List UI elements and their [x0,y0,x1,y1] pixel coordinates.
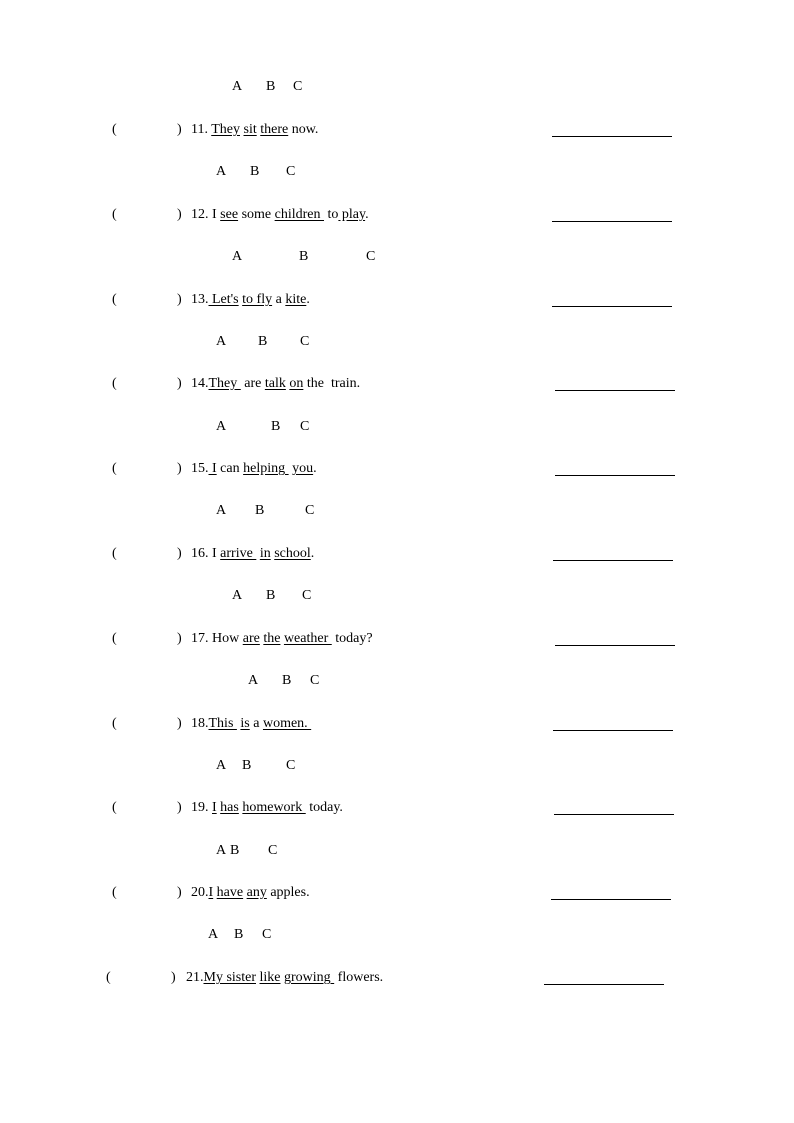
question-sentence: 21.My sister like growing flowers. [186,970,384,985]
question-sentence: 11. They sit there now. [191,122,319,137]
underlined-option: talk [264,376,286,391]
question-row [0,546,700,566]
question-sentence: 15. I can helping you. [191,461,317,476]
sentence-text: a [272,292,286,307]
option-letter-b: B [255,503,265,518]
option-letter-c: C [305,503,315,518]
question-row [0,716,700,736]
correction-answer-line[interactable] [553,560,673,561]
answer-paren-open[interactable]: ( [112,122,117,137]
option-letters-row [0,164,300,182]
option-letter-b: B [266,79,276,94]
underlined-option: helping [243,461,289,476]
option-letter-b: B [234,927,244,942]
option-letter-a: A [232,249,243,264]
sentence-text: I [212,207,221,222]
underlined-option: have [216,885,244,900]
option-letters-row [0,588,312,606]
answer-paren-close: ) [177,376,182,391]
underlined-option: are [242,631,260,646]
underlined-option: I [208,885,214,900]
sentence-text: today. [305,800,343,815]
answer-paren-close: ) [177,800,182,815]
answer-paren-open[interactable]: ( [112,207,117,222]
question-row [0,376,700,396]
sentence-text: a [249,716,263,731]
correction-answer-line[interactable] [552,221,672,222]
answer-paren-open[interactable]: ( [112,885,117,900]
underlined-option: weather [283,631,332,646]
option-letter-b: B [271,419,281,434]
answer-paren-close: ) [177,631,182,646]
option-letter-c: C [302,588,312,603]
option-letters-row [0,843,300,861]
option-letter-b: B [230,843,240,858]
option-letter-b: B [282,673,292,688]
correction-answer-line[interactable] [554,814,674,815]
option-letters-row [0,249,376,267]
option-letter-a: A [216,758,227,773]
correction-answer-line[interactable] [553,730,673,731]
option-letter-a: A [232,588,243,603]
underlined-option: kite [285,292,307,307]
correction-answer-line[interactable] [552,136,672,137]
question-sentence: 20.I have any apples. [191,885,310,900]
answer-paren-close: ) [177,207,182,222]
question-row [0,970,700,990]
sentence-text: today? [331,631,373,646]
question-row [0,885,700,905]
option-letters-row [0,758,300,776]
answer-paren-open[interactable]: ( [112,461,117,476]
underlined-option: see [220,207,239,222]
option-letters-row [0,503,315,521]
answer-paren-open[interactable]: ( [112,716,117,731]
sentence-text: some [238,207,275,222]
underlined-option: They [211,122,240,137]
question-row [0,207,700,227]
sentence-text: apples. [266,885,310,900]
option-letter-c: C [286,164,296,179]
option-letter-c: C [310,673,320,688]
underlined-option: to fly [242,292,273,307]
underlined-option: in [259,546,271,561]
question-sentence: 16. I arrive in school. [191,546,315,561]
sentence-text: . [365,207,369,222]
option-letter-b: B [250,164,260,179]
question-row [0,292,700,312]
option-letter-a: A [216,164,227,179]
correction-answer-line[interactable] [544,984,664,985]
answer-paren-open[interactable]: ( [112,631,117,646]
underlined-option: sit [243,122,257,137]
question-sentence: 17. How are the weather today? [191,631,373,646]
option-letter-c: C [286,758,296,773]
underlined-option: I [212,800,217,815]
option-letter-a: A [248,673,259,688]
answer-paren-close: ) [177,292,182,307]
sentence-text: the train. [303,376,361,391]
answer-paren-close: ) [177,885,182,900]
answer-paren-close: ) [177,546,182,561]
option-letter-c: C [268,843,278,858]
question-row [0,461,700,481]
correction-answer-line[interactable] [551,899,671,900]
option-letters-row [0,673,320,691]
underlined-option: I [208,461,217,476]
correction-answer-line[interactable] [555,475,675,476]
underlined-option: there [260,122,289,137]
sentence-text: . [310,546,315,561]
sentence-text: now. [288,122,319,137]
question-sentence: 19. I has homework today. [191,800,343,815]
underlined-option: school [274,546,311,561]
option-letter-a: A [216,843,227,858]
answer-paren-open[interactable]: ( [112,376,117,391]
underlined-option: children [274,207,324,222]
answer-paren-close: ) [171,970,176,985]
option-letter-c: C [293,79,303,94]
question-row [0,800,700,820]
option-letters-row [0,79,303,97]
underlined-option: growing [284,970,335,985]
answer-paren-close: ) [177,122,182,137]
option-letter-a: A [216,419,227,434]
underlined-option: you [292,461,314,476]
option-letter-c: C [366,249,376,264]
option-letters-row [0,927,300,945]
underlined-option: like [259,970,281,985]
option-letter-b: B [242,758,252,773]
sentence-text: flowers. [334,970,384,985]
question-sentence: 13. Let's to fly a kite. [191,292,310,307]
sentence-text: to [324,207,339,222]
option-letter-c: C [300,334,310,349]
answer-paren-open[interactable]: ( [112,292,117,307]
underlined-option: They [208,376,241,391]
underlined-option: the [263,631,281,646]
sentence-text: How [212,631,243,646]
underlined-option: women. [262,716,312,731]
answer-paren-open[interactable]: ( [112,800,117,815]
option-letters-row [0,334,310,352]
option-letter-b: B [266,588,276,603]
correction-answer-line[interactable] [555,390,675,391]
underlined-option: homework [242,800,306,815]
answer-paren-open[interactable]: ( [112,546,117,561]
underlined-option: has [220,800,239,815]
sentence-text: can [216,461,244,476]
correction-answer-line[interactable] [552,306,672,307]
option-letter-a: A [216,334,227,349]
option-letter-c: C [300,419,310,434]
underlined-option: My sister [203,970,256,985]
question-sentence: 18.This is a women. [191,716,312,731]
underlined-option: play [338,207,366,222]
correction-answer-line[interactable] [555,645,675,646]
answer-paren-close: ) [177,716,182,731]
answer-paren-open[interactable]: ( [106,970,111,985]
answer-paren-close: ) [177,461,182,476]
sentence-text: . [313,461,317,476]
underlined-option: This [208,716,237,731]
option-letter-b: B [258,334,268,349]
question-row [0,631,700,651]
question-row [0,122,700,142]
option-letter-a: A [232,79,243,94]
option-letter-a: A [208,927,219,942]
underlined-option: on [289,376,304,391]
underlined-option: Let's [208,292,239,307]
option-letter-a: A [216,503,227,518]
option-letters-row [0,419,310,437]
underlined-option: is [240,716,250,731]
option-letter-b: B [299,249,309,264]
question-sentence: 12. I see some children to play. [191,207,369,222]
sentence-text: . [306,292,310,307]
underlined-option: any [246,885,267,900]
question-sentence: 14.They are talk on the train. [191,376,361,391]
sentence-text: are [240,376,265,391]
underlined-option: arrive [220,546,257,561]
option-letter-c: C [262,927,272,942]
sentence-text: I [212,546,221,561]
